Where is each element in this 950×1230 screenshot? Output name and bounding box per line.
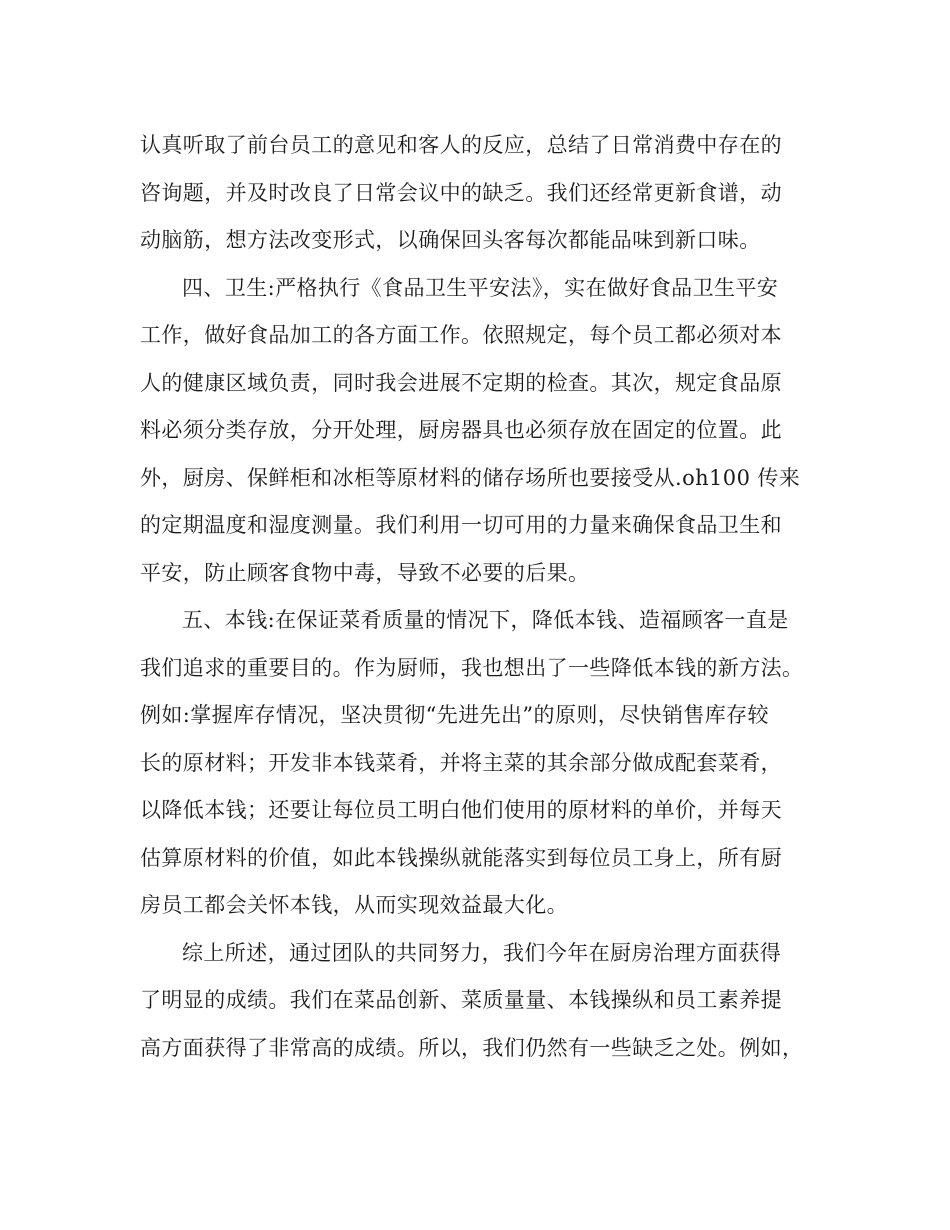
- text-line: 平安，防止顾客食物中毒，导致不必要的后果。: [140, 560, 590, 585]
- paragraph-start-line: 综上所述，通过团队的共同努力，我们今年在厨房治理方面获得: [182, 940, 782, 965]
- paragraph-start-line: 四、卫生:严格执行《食品卫生平安法》，实在做好食品卫生平安: [182, 275, 779, 300]
- text-line: 的定期温度和湿度测量。我们利用一切可用的力量来确保食品卫生和: [140, 513, 782, 537]
- text-line: 我们追求的重要目的。作为厨师，我也想出了一些降低本钱的新方法。: [140, 655, 804, 680]
- text-line: 估算原材料的价值，如此本钱操纵就能落实到每位员工身上，所有厨: [140, 845, 782, 870]
- text-line: 外，厨房、保鲜柜和冰柜等原材料的储存场所也要接受从.oh100 传来: [140, 465, 801, 490]
- text-line: 了明显的成绩。我们在菜品创新、菜质量量、本钱操纵和员工素养提: [140, 988, 782, 1012]
- text-line: 动脑筋，想方法改变形式，以确保回头客每次都能品味到新口味。: [140, 228, 761, 252]
- text-line: 高方面获得了非常高的成绩。所以，我们仍然有一些缺乏之处。例如，: [140, 1035, 804, 1060]
- text-line: 工作，做好食品加工的各方面工作。依照规定，每个员工都必须对本: [140, 323, 782, 347]
- body-text: [140, 122, 820, 1072]
- text-line: 料必须分类存放，分开处理，厨房器具也必须存放在固定的位置。此: [140, 418, 782, 442]
- text-line: 房员工都会关怀本钱，从而实现效益最大化。: [140, 893, 568, 917]
- text-line: 长的原材料；开发非本钱菜肴，并将主菜的其余部分做成配套菜肴，: [140, 750, 782, 775]
- text-line: 以降低本钱；还要让每位员工明白他们使用的原材料的单价，并每天: [140, 798, 782, 822]
- text-line: 人的健康区域负责，同时我会进展不定期的检查。其次，规定食品原: [140, 370, 782, 395]
- text-line: 咨询题，并及时改良了日常会议中的缺乏。我们还经常更新食谱，动: [140, 180, 782, 205]
- text-line: 认真听取了前台员工的意见和客人的反应，总结了日常消费中存在的: [140, 133, 782, 157]
- paragraph-start-line: 五、本钱:在保证菜肴质量的情况下，降低本钱、造福顾客一直是: [182, 608, 789, 632]
- text-line: 例如:掌握库存情况，坚决贯彻“先进先出”的原则，尽快销售库存较: [140, 703, 769, 727]
